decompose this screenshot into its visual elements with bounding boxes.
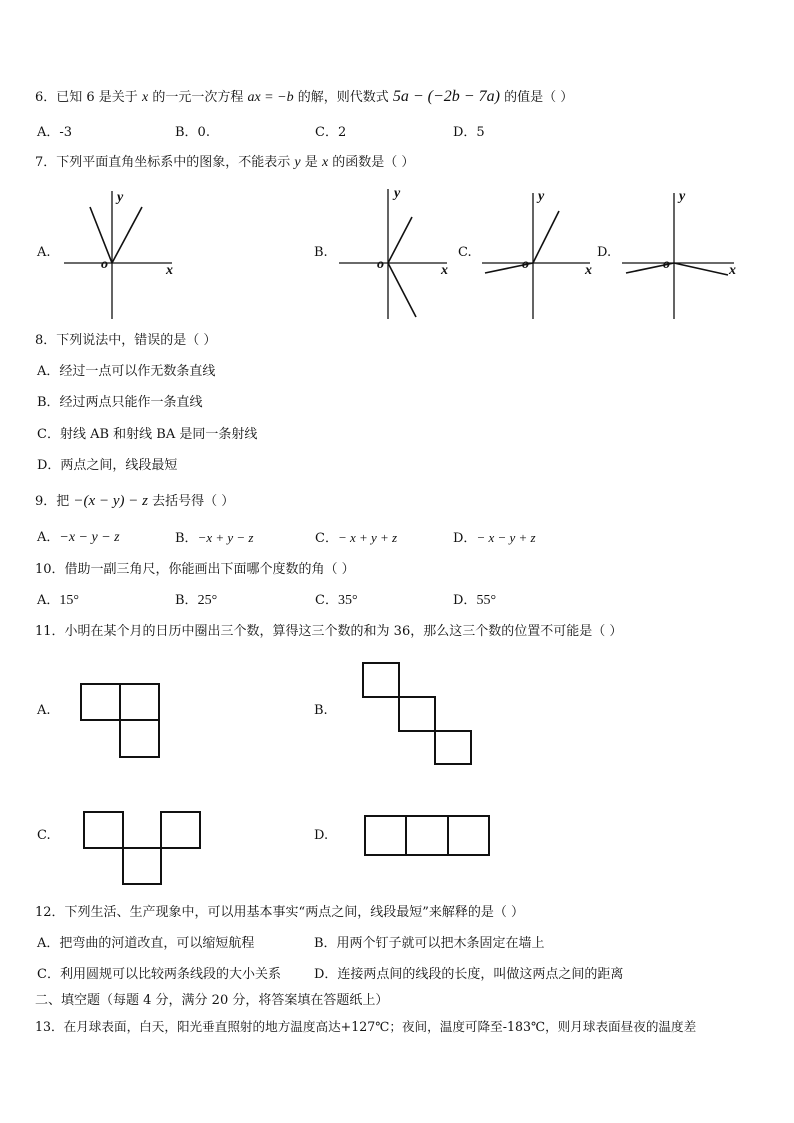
q10-stem: 10．借助一副三角尺，你能画出下面哪个度数的角（ ） [35, 562, 355, 577]
y-axis-label: y [394, 186, 401, 201]
graph-line [533, 211, 559, 263]
q9-option-letter: D． [453, 531, 477, 546]
q6-expression: 5a − (−2b − 7a) [392, 88, 500, 105]
q11-option-c-label: C. [37, 828, 51, 843]
q6-option-d: D．5 [453, 125, 485, 140]
calendar-cell [448, 816, 489, 855]
calendar-cell [120, 684, 159, 720]
q11-option-b-label: B. [314, 703, 328, 718]
q10-option-value: 35° [337, 593, 358, 608]
q9-option-expr: −x − y − z [59, 530, 120, 545]
q7-option-d-label: D. [597, 245, 612, 260]
graph-line [674, 263, 728, 275]
q7-stem-text: 7．下列平面直角坐标系中的图象，不能表示 [35, 155, 291, 170]
q8-option-d: D．两点之间，线段最短 [37, 458, 178, 473]
q13-stem: 13．在月球表面，白天，阳光垂直照射的地方温度高达+127℃；夜间，温度可降至-183℃，则月球表面昼夜的温度差 [35, 1019, 697, 1034]
q9-option-letter: A． [37, 530, 60, 545]
q9-option-expr: − x − y + z [476, 530, 536, 545]
q10-option-value: 25° [197, 593, 218, 608]
calendar-cell [435, 731, 471, 764]
origin-label: o [663, 257, 670, 272]
q12-option-a: A．把弯曲的河道改直，可以缩短航程 [37, 936, 255, 951]
calendar-cell [399, 697, 435, 731]
q8-option-a: A．经过一点可以作无数条直线 [37, 364, 216, 379]
q6-var-x: x [141, 90, 149, 105]
q7-var-x: x [321, 155, 329, 170]
q7-var-y: y [294, 155, 301, 170]
q11-figure-c [83, 811, 203, 887]
q11-figure-d [364, 815, 492, 859]
q9-option-letter: B． [175, 531, 198, 546]
q8-stem: 8．下列说法中，错误的是（ ） [35, 333, 217, 348]
calendar-cell [120, 720, 159, 757]
q10-option-value: 15° [59, 593, 79, 608]
graph-line [388, 217, 412, 263]
q6-stem-text: 的值是（ ） [504, 90, 574, 105]
q7-option-c-label: C. [458, 245, 472, 260]
graph-line [112, 207, 142, 263]
q7-graph-a [60, 185, 180, 320]
q7-graph-d [618, 185, 743, 320]
q11-figure-a [80, 683, 162, 759]
q11-stem: 11．小明在某个月的日历中圈出三个数，算得这三个数的和为 36，那么这三个数的位置不可能是（ ） [35, 624, 623, 639]
origin-label: o [522, 257, 529, 272]
q6-option-b: B．0. [175, 125, 210, 140]
x-axis-label: x [729, 263, 736, 278]
q9-stem-text: 9．把 [35, 494, 70, 509]
q6-stem-text: 的一元一次方程 [152, 90, 244, 105]
q10-option-value: 55° [476, 593, 497, 608]
calendar-cell [363, 663, 399, 697]
q10-option-letter: A． [37, 593, 60, 608]
q6-stem-text: 6．已知 6 是关于 [35, 90, 138, 105]
section-heading: 二、填空题（每题 4 分，满分 20 分，将答案填在答题纸上） [35, 993, 389, 1008]
calendar-cell [161, 812, 200, 848]
q9-option-b [175, 530, 253, 547]
q12-option-b: B．用两个钉子就可以把木条固定在墙上 [314, 936, 545, 951]
calendar-cell [406, 816, 448, 855]
calendar-cell [81, 684, 120, 720]
origin-label: o [101, 257, 108, 272]
q6-equation: ax = −b [247, 90, 294, 105]
q10-option-letter: B． [175, 593, 198, 608]
q9-option-letter: C． [315, 531, 338, 546]
origin-label: o [377, 257, 384, 272]
q8-option-c: C．射线 AB 和射线 BA 是同一条射线 [37, 427, 258, 442]
q6-option-c: C．2 [315, 125, 347, 140]
graph-line [90, 207, 112, 263]
q9-option-expr: −x + y − z [197, 530, 254, 545]
q10-option-letter: C． [315, 593, 338, 608]
y-axis-label: y [679, 189, 686, 204]
q7-graph-c [478, 185, 603, 320]
q8-option-b: B．经过两点只能作一条直线 [37, 395, 203, 410]
q9-option-a [37, 530, 120, 546]
q7-stem [35, 155, 414, 171]
q10-option-a [37, 593, 79, 609]
y-axis-label: y [538, 189, 545, 204]
q9-expression: −(x − y) − z [73, 493, 148, 509]
q6-stem-text: 的解，则代数式 [297, 90, 389, 105]
q12-option-d: D．连接两点间的线段的长度，叫做这两点之间的距离 [314, 967, 624, 982]
q6-stem [35, 89, 573, 106]
q7-stem-text: 的函数是（ ） [332, 155, 415, 170]
x-axis-label: x [441, 263, 448, 278]
calendar-cell [123, 848, 161, 884]
y-axis-label: y [117, 190, 124, 205]
calendar-cell [365, 816, 406, 855]
q12-stem: 12．下列生活、生产现象中，可以用基本事实“两点之间，线段最短”来解释的是（ ） [35, 905, 524, 920]
q9-option-c [315, 530, 397, 547]
q10-option-letter: D． [453, 593, 477, 608]
q10-option-b [175, 593, 217, 609]
calendar-cell [84, 812, 123, 848]
graph-line [388, 263, 416, 317]
q12-option-c: C．利用圆规可以比较两条线段的大小关系 [37, 967, 281, 982]
q7-option-a-label: A. [37, 245, 51, 260]
q9-option-d [453, 530, 536, 547]
q11-figure-b [362, 662, 474, 766]
q9-stem [35, 493, 234, 510]
q11-option-d-label: D. [314, 828, 329, 843]
x-axis-label: x [166, 263, 173, 278]
q9-option-expr: − x + y + z [337, 530, 398, 545]
q11-option-a-label: A. [37, 703, 51, 718]
q7-graph-b [335, 185, 455, 320]
q10-option-c [315, 593, 358, 609]
q6-option-a: A．-3 [37, 125, 73, 140]
q7-option-b-label: B. [314, 245, 328, 260]
q9-stem-text: 去括号得（ ） [152, 494, 235, 509]
x-axis-label: x [585, 263, 592, 278]
q7-stem-text: 是 [304, 155, 318, 170]
q10-option-d [453, 593, 496, 609]
